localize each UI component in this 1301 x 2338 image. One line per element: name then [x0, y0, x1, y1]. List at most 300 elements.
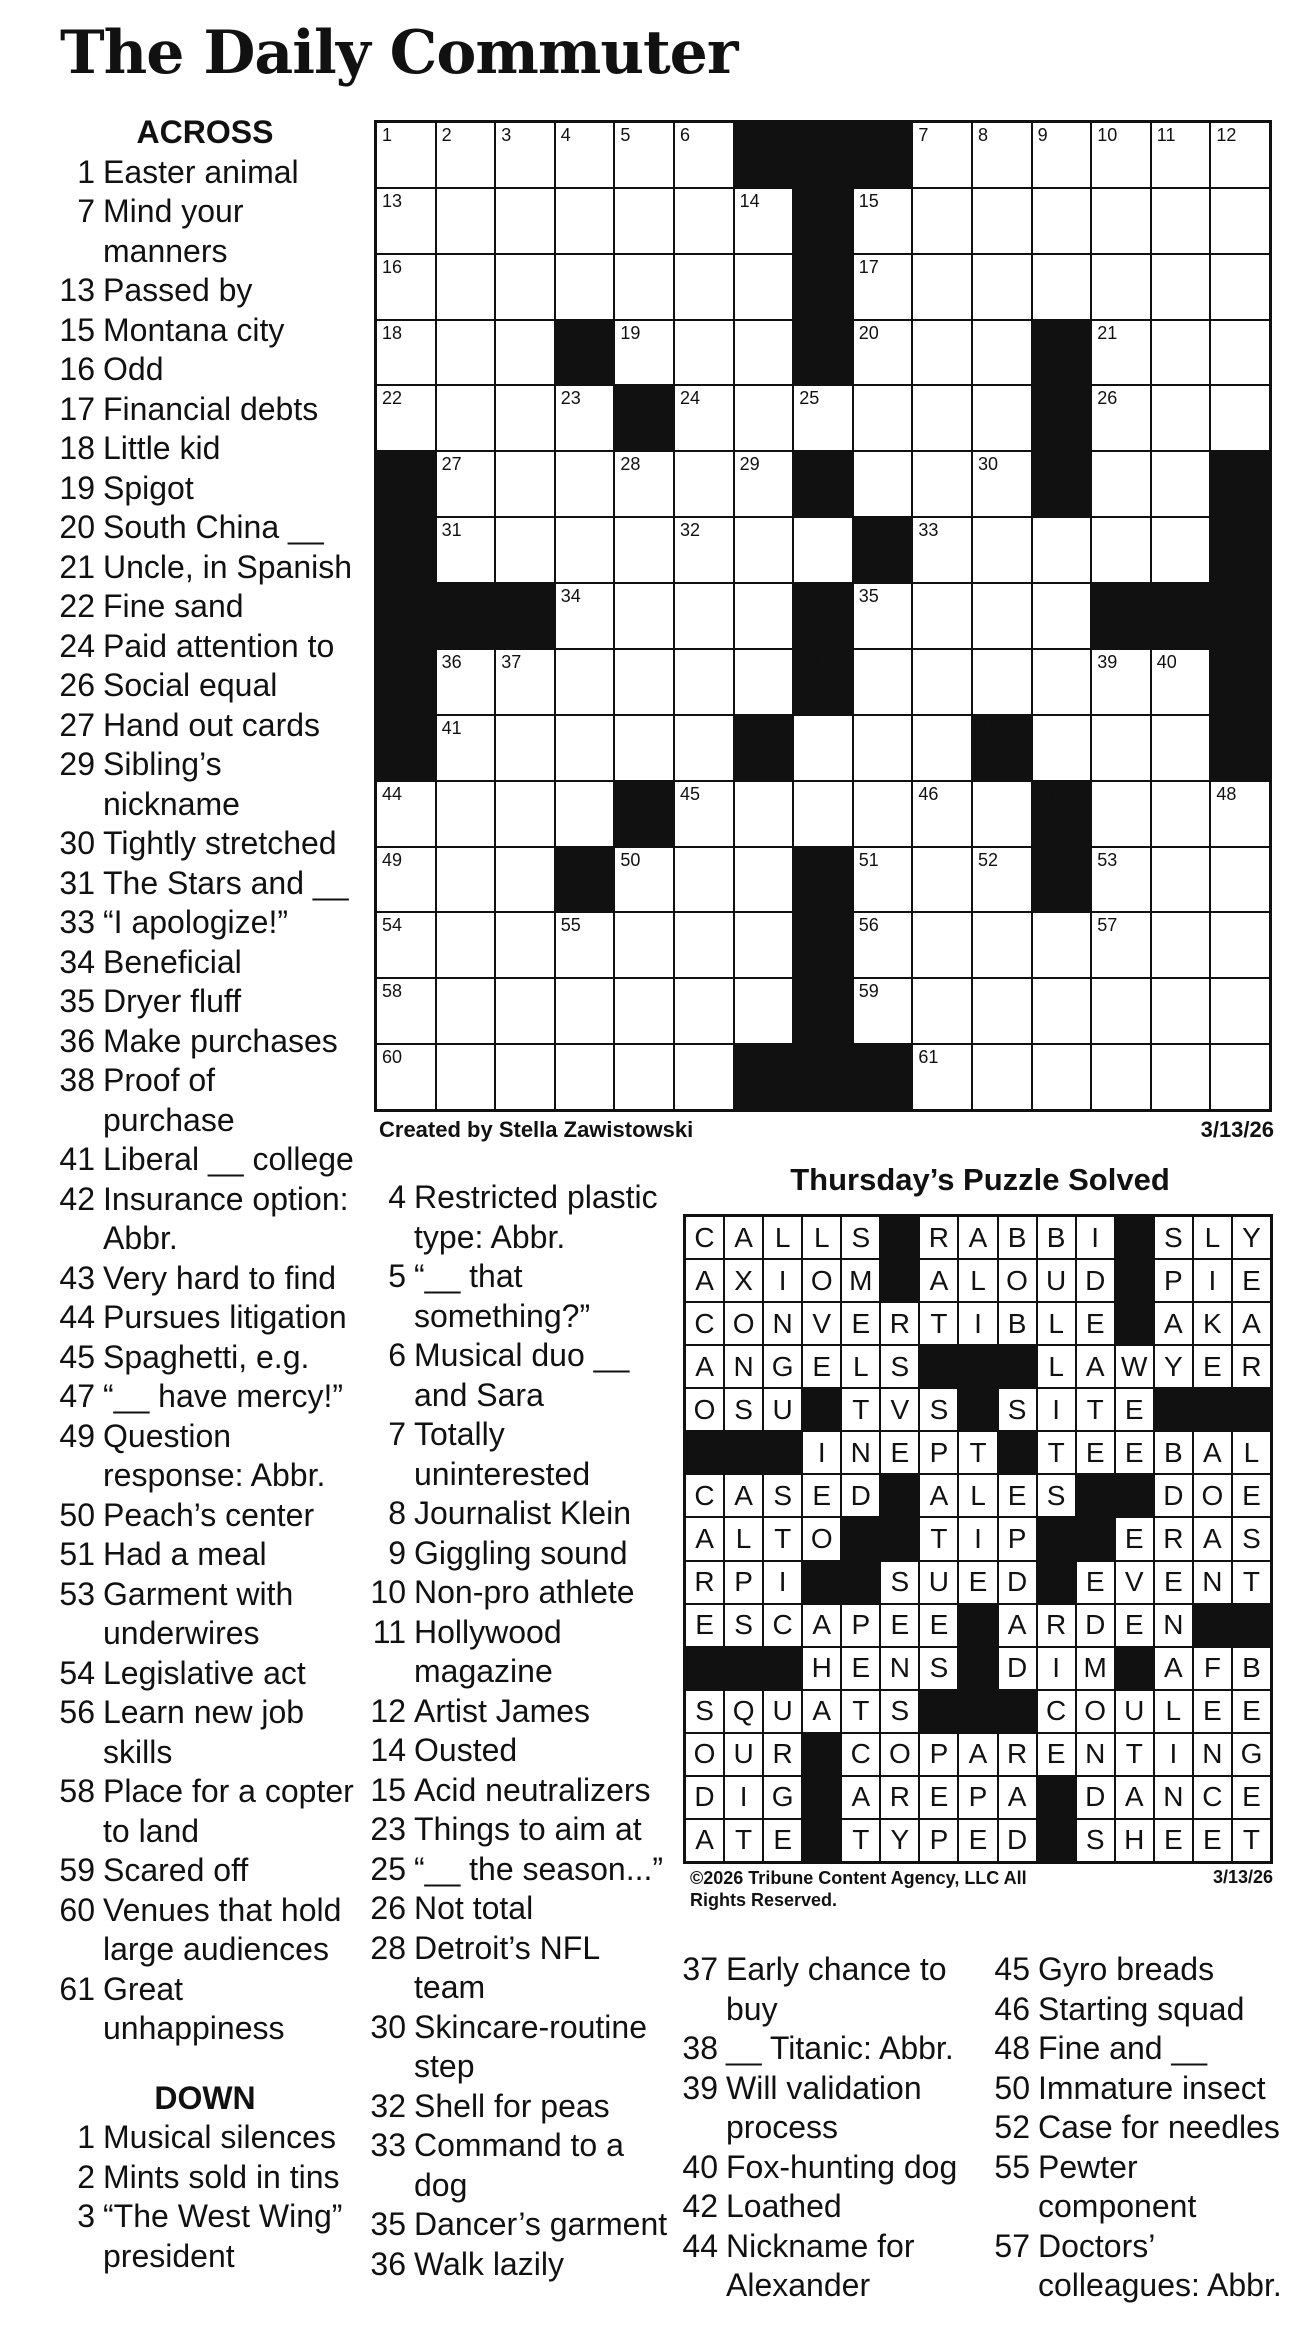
grid-cell[interactable]: [496, 782, 554, 846]
grid-cell[interactable]: [1152, 255, 1210, 319]
grid-cell[interactable]: [854, 189, 912, 253]
clue-down_col3-39[interactable]: [678, 2069, 978, 2148]
clue-text: Peach’s center: [103, 1496, 315, 1533]
grid-cell[interactable]: [1152, 650, 1210, 714]
clue-down_col3-38[interactable]: [678, 2029, 978, 2069]
grid-cell[interactable]: [496, 321, 554, 385]
grid-cell[interactable]: [1211, 321, 1269, 385]
grid-cell[interactable]: [1211, 386, 1269, 450]
clue-across-38[interactable]: [55, 1061, 355, 1140]
grid-cell[interactable]: [854, 386, 912, 450]
clue-across-31[interactable]: [55, 864, 355, 904]
grid-cell[interactable]: [913, 979, 971, 1043]
grid-cell[interactable]: [377, 782, 435, 846]
clue-across-16[interactable]: [55, 350, 355, 390]
clue-down_col2-4[interactable]: [366, 1178, 671, 1257]
grid-cell[interactable]: [377, 848, 435, 912]
clue-down_col2-10[interactable]: [366, 1573, 671, 1613]
grid-cell[interactable]: [615, 584, 673, 648]
grid-cell[interactable]: [854, 848, 912, 912]
grid-cell[interactable]: [973, 979, 1031, 1043]
solved-letter: L: [1155, 1691, 1192, 1732]
clue-across-18[interactable]: [55, 429, 355, 469]
grid-cell[interactable]: [615, 255, 673, 319]
clue-down_col4-52[interactable]: [990, 2108, 1290, 2148]
grid-cell[interactable]: [973, 782, 1031, 846]
grid-cell[interactable]: [854, 255, 912, 319]
grid-cell[interactable]: [675, 189, 733, 253]
grid-cell[interactable]: [556, 189, 614, 253]
grid-cell[interactable]: [1033, 716, 1091, 780]
grid-cell[interactable]: [556, 386, 614, 450]
grid-cell[interactable]: [496, 650, 554, 714]
grid-cell[interactable]: [1033, 518, 1091, 582]
clue-number: 50: [994, 2069, 1030, 2106]
grid-cell[interactable]: [1033, 189, 1091, 253]
clue-down_col4-50[interactable]: [990, 2069, 1290, 2109]
clue-across-17[interactable]: [55, 390, 355, 430]
clue-down_col2-30[interactable]: [366, 2008, 671, 2087]
clue-down_col4-48[interactable]: [990, 2029, 1290, 2069]
grid-cell[interactable]: [1092, 518, 1150, 582]
grid-cell[interactable]: [1152, 386, 1210, 450]
clue-across-53[interactable]: [55, 1575, 355, 1654]
clue-down_col2-14[interactable]: [366, 1731, 671, 1771]
grid-cell[interactable]: [913, 782, 971, 846]
grid-cell[interactable]: [913, 848, 971, 912]
clue-down_col2-32[interactable]: [366, 2087, 671, 2127]
clue-across-30[interactable]: [55, 824, 355, 864]
grid-cell[interactable]: [735, 979, 793, 1043]
cell-number: 50: [620, 849, 641, 870]
grid-cell[interactable]: [913, 650, 971, 714]
clue-across-41[interactable]: [55, 1140, 355, 1180]
grid-cell[interactable]: [1092, 979, 1150, 1043]
grid-cell[interactable]: [675, 584, 733, 648]
clue-down_col3-37[interactable]: [678, 1950, 978, 2029]
clue-across-19[interactable]: [55, 469, 355, 509]
clue-across-33[interactable]: [55, 903, 355, 943]
grid-cell[interactable]: [913, 255, 971, 319]
clue-across-47[interactable]: [55, 1377, 355, 1417]
grid-cell[interactable]: [496, 255, 554, 319]
grid-cell[interactable]: [854, 716, 912, 780]
clue-number: 45: [994, 1951, 1030, 1987]
clue-down_col2-36[interactable]: [366, 2245, 671, 2285]
grid-cell[interactable]: [675, 518, 733, 582]
grid-cell[interactable]: [735, 518, 793, 582]
cell-number: 6: [679, 125, 690, 145]
clue-across-56[interactable]: [55, 1693, 355, 1772]
clue-number: 38: [682, 2030, 718, 2066]
grid-cell[interactable]: [615, 1045, 673, 1109]
clue-down_col2-28[interactable]: [366, 1929, 671, 2008]
crossword-grid[interactable]: [374, 120, 1272, 1112]
grid-cell[interactable]: [1152, 848, 1210, 912]
grid-cell[interactable]: [437, 189, 495, 253]
grid-cell[interactable]: [556, 716, 614, 780]
clue-down_col2-33[interactable]: [366, 2126, 671, 2205]
grid-cell[interactable]: [675, 255, 733, 319]
grid-cell[interactable]: [675, 979, 733, 1043]
grid-cell[interactable]: [437, 782, 495, 846]
grid-cell[interactable]: [913, 321, 971, 385]
grid-cell[interactable]: [1092, 452, 1150, 516]
grid-cell[interactable]: [437, 518, 495, 582]
grid-cell[interactable]: [1033, 255, 1091, 319]
grid-cell[interactable]: [377, 1045, 435, 1109]
grid-cell[interactable]: [973, 255, 1031, 319]
grid-cell[interactable]: [1092, 123, 1150, 187]
grid-cell[interactable]: [377, 979, 435, 1043]
solved-letter: K: [1194, 1303, 1231, 1344]
grid-cell[interactable]: [973, 848, 1031, 912]
grid-cell[interactable]: [973, 518, 1031, 582]
grid-cell[interactable]: [556, 255, 614, 319]
grid-cell[interactable]: [496, 452, 554, 516]
grid-cell[interactable]: [615, 716, 673, 780]
grid-cell[interactable]: [735, 321, 793, 385]
cell-number: 54: [382, 915, 403, 936]
grid-cell[interactable]: [854, 913, 912, 977]
grid-cell[interactable]: [556, 782, 614, 846]
grid-cell[interactable]: [735, 848, 793, 912]
grid-cell[interactable]: [1152, 1045, 1210, 1109]
clue-down_col1-3[interactable]: [55, 2197, 355, 2276]
grid-cell[interactable]: [973, 386, 1031, 450]
solved-black-square: [1038, 1518, 1075, 1559]
grid-cell[interactable]: [615, 189, 673, 253]
grid-cell[interactable]: [496, 1045, 554, 1109]
grid-cell[interactable]: [854, 979, 912, 1043]
grid-cell[interactable]: [1092, 189, 1150, 253]
down-clue-list-part-3: [678, 1950, 978, 2306]
grid-cell[interactable]: [1211, 255, 1269, 319]
clue-number: 53: [59, 1575, 95, 1612]
grid-cell[interactable]: [735, 782, 793, 846]
clue-text: “__ that something?”: [414, 1258, 591, 1334]
grid-cell[interactable]: [973, 321, 1031, 385]
solved-black-square: [1038, 1777, 1075, 1818]
clue-number: 4: [388, 1179, 406, 1215]
grid-cell[interactable]: [735, 189, 793, 253]
clue-across-21[interactable]: [55, 548, 355, 588]
clue-down_col2-15[interactable]: [366, 1771, 671, 1811]
grid-cell[interactable]: [437, 321, 495, 385]
grid-cell[interactable]: [615, 979, 673, 1043]
grid-cell[interactable]: [1211, 782, 1269, 846]
grid-cell[interactable]: [913, 1045, 971, 1109]
clue-across-34[interactable]: [55, 943, 355, 983]
black-square: [1033, 782, 1091, 846]
grid-cell[interactable]: [973, 650, 1031, 714]
clue-across-42[interactable]: [55, 1180, 355, 1259]
grid-cell[interactable]: [1211, 913, 1269, 977]
grid-cell[interactable]: [913, 584, 971, 648]
clue-down_col4-45[interactable]: [990, 1950, 1290, 1990]
grid-cell[interactable]: [735, 650, 793, 714]
grid-cell[interactable]: [1033, 584, 1091, 648]
grid-cell[interactable]: [437, 1045, 495, 1109]
clue-across-7[interactable]: [55, 192, 355, 271]
clue-text: Beneficial: [103, 943, 242, 980]
grid-cell[interactable]: [377, 255, 435, 319]
clue-down_col1-2[interactable]: [55, 2158, 355, 2198]
grid-cell[interactable]: [1092, 650, 1150, 714]
solved-letter: T: [725, 1820, 762, 1861]
grid-cell[interactable]: [854, 584, 912, 648]
grid-cell[interactable]: [735, 584, 793, 648]
clue-across-51[interactable]: [55, 1535, 355, 1575]
grid-cell[interactable]: [1211, 979, 1269, 1043]
grid-cell[interactable]: [556, 584, 614, 648]
grid-cell[interactable]: [735, 452, 793, 516]
clue-down_col2-25[interactable]: [366, 1850, 671, 1890]
grid-cell[interactable]: [854, 782, 912, 846]
grid-cell[interactable]: [854, 452, 912, 516]
grid-cell[interactable]: [913, 189, 971, 253]
clue-across-26[interactable]: [55, 666, 355, 706]
grid-cell[interactable]: [437, 716, 495, 780]
grid-cell[interactable]: [615, 650, 673, 714]
grid-cell[interactable]: [1152, 782, 1210, 846]
clue-down_col3-42[interactable]: [678, 2187, 978, 2227]
clue-across-50[interactable]: [55, 1496, 355, 1536]
grid-cell[interactable]: [1033, 123, 1091, 187]
grid-cell[interactable]: [675, 848, 733, 912]
grid-cell[interactable]: [1033, 1045, 1091, 1109]
grid-cell[interactable]: [794, 386, 852, 450]
clue-down_col2-35[interactable]: [366, 2205, 671, 2245]
grid-cell[interactable]: [913, 123, 971, 187]
grid-cell[interactable]: [794, 782, 852, 846]
grid-cell[interactable]: [496, 979, 554, 1043]
clue-across-22[interactable]: [55, 587, 355, 627]
clue-across-59[interactable]: [55, 1851, 355, 1891]
grid-cell[interactable]: [1211, 123, 1269, 187]
cell-number: 40: [1156, 651, 1177, 672]
solved-letter: A: [803, 1605, 840, 1646]
grid-cell[interactable]: [496, 386, 554, 450]
grid-cell[interactable]: [437, 452, 495, 516]
grid-cell[interactable]: [615, 452, 673, 516]
grid-cell[interactable]: [735, 386, 793, 450]
clue-down_col4-55[interactable]: [990, 2148, 1290, 2227]
grid-cell[interactable]: [675, 913, 733, 977]
grid-cell[interactable]: [556, 518, 614, 582]
grid-cell[interactable]: [794, 716, 852, 780]
clue-down_col2-26[interactable]: [366, 1889, 671, 1929]
grid-cell[interactable]: [913, 386, 971, 450]
grid-cell[interactable]: [615, 321, 673, 385]
clue-down_col3-40[interactable]: [678, 2148, 978, 2188]
clue-across-61[interactable]: [55, 1970, 355, 2049]
clue-down_col3-44[interactable]: [678, 2227, 978, 2306]
grid-cell[interactable]: [1092, 321, 1150, 385]
clue-across-43[interactable]: [55, 1259, 355, 1299]
clue-down_col1-1[interactable]: [55, 2118, 355, 2158]
grid-cell[interactable]: [437, 386, 495, 450]
clue-down_col2-12[interactable]: [366, 1692, 671, 1732]
clue-down_col2-11[interactable]: [366, 1613, 671, 1692]
grid-cell[interactable]: [675, 716, 733, 780]
grid-cell[interactable]: [1152, 716, 1210, 780]
puzzle-credit: Created by Stella Zawistowski: [379, 1117, 694, 1142]
grid-cell[interactable]: [437, 848, 495, 912]
grid-cell[interactable]: [1152, 321, 1210, 385]
grid-cell[interactable]: [1152, 189, 1210, 253]
grid-cell[interactable]: [675, 782, 733, 846]
clue-down_col2-5[interactable]: [366, 1257, 671, 1336]
grid-cell[interactable]: [496, 848, 554, 912]
cell-number: 28: [620, 454, 641, 475]
clue-across-27[interactable]: [55, 706, 355, 746]
grid-cell[interactable]: [735, 913, 793, 977]
clue-across-35[interactable]: [55, 982, 355, 1022]
clue-number: 47: [59, 1378, 95, 1414]
grid-cell[interactable]: [377, 123, 435, 187]
clue-across-54[interactable]: [55, 1654, 355, 1694]
grid-cell[interactable]: [1092, 716, 1150, 780]
clue-down_col4-57[interactable]: [990, 2227, 1290, 2306]
grid-cell[interactable]: [1092, 255, 1150, 319]
grid-cell[interactable]: [556, 1045, 614, 1109]
black-square: [735, 123, 793, 187]
cell-number: 18: [382, 322, 403, 343]
puzzle-date: 3/13/26: [1200, 1117, 1274, 1142]
grid-cell[interactable]: [1033, 979, 1091, 1043]
clue-down_col2-9[interactable]: [366, 1534, 671, 1574]
grid-cell[interactable]: [1092, 782, 1150, 846]
clue-across-36[interactable]: [55, 1022, 355, 1062]
grid-cell[interactable]: [973, 189, 1031, 253]
grid-cell[interactable]: [1211, 189, 1269, 253]
grid-cell[interactable]: [615, 518, 673, 582]
grid-cell[interactable]: [437, 979, 495, 1043]
clue-down_col4-46[interactable]: [990, 1990, 1290, 2030]
grid-cell[interactable]: [973, 123, 1031, 187]
masthead-title: The Daily Commuter: [60, 18, 738, 88]
grid-cell[interactable]: [615, 123, 673, 187]
solved-letter: O: [725, 1303, 762, 1344]
clue-text: Paid attention to: [103, 627, 335, 664]
grid-cell[interactable]: [973, 913, 1031, 977]
clue-across-29[interactable]: [55, 745, 355, 824]
grid-cell[interactable]: [1092, 1045, 1150, 1109]
grid-cell[interactable]: [556, 650, 614, 714]
clue-down_col2-23[interactable]: [366, 1810, 671, 1850]
clue-across-45[interactable]: [55, 1338, 355, 1378]
grid-cell[interactable]: [675, 386, 733, 450]
grid-cell[interactable]: [377, 321, 435, 385]
grid-cell[interactable]: [437, 123, 495, 187]
clue-across-49[interactable]: [55, 1417, 355, 1496]
grid-cell[interactable]: [913, 913, 971, 977]
grid-cell[interactable]: [735, 255, 793, 319]
grid-cell[interactable]: [377, 386, 435, 450]
solved-letter: R: [881, 1777, 918, 1818]
grid-cell[interactable]: [437, 913, 495, 977]
clue-across-60[interactable]: [55, 1891, 355, 1970]
clue-across-44[interactable]: [55, 1298, 355, 1338]
solved-letter: T: [842, 1691, 879, 1732]
grid-cell[interactable]: [1211, 1045, 1269, 1109]
solved-letter: T: [842, 1389, 879, 1430]
clue-down_col2-6[interactable]: [366, 1336, 671, 1415]
cell-number: 36: [441, 651, 462, 672]
grid-cell[interactable]: [1152, 452, 1210, 516]
clue-down_col2-7[interactable]: [366, 1415, 671, 1494]
grid-cell[interactable]: [1092, 848, 1150, 912]
cell-number: 20: [858, 322, 879, 343]
grid-cell[interactable]: [973, 452, 1031, 516]
grid-cell[interactable]: [854, 650, 912, 714]
grid-cell[interactable]: [496, 189, 554, 253]
grid-cell[interactable]: [556, 979, 614, 1043]
solved-black-square: [1233, 1605, 1270, 1646]
clue-across-20[interactable]: [55, 508, 355, 548]
grid-cell[interactable]: [913, 716, 971, 780]
grid-cell[interactable]: [794, 518, 852, 582]
grid-cell[interactable]: [496, 123, 554, 187]
clue-across-58[interactable]: [55, 1772, 355, 1851]
solved-black-square: [803, 1562, 840, 1603]
grid-cell[interactable]: [1211, 848, 1269, 912]
grid-cell[interactable]: [1152, 913, 1210, 977]
grid-cell[interactable]: [973, 584, 1031, 648]
grid-cell[interactable]: [377, 913, 435, 977]
grid-cell[interactable]: [675, 321, 733, 385]
clue-across-1[interactable]: [55, 153, 355, 193]
across-header: ACROSS: [136, 114, 274, 150]
grid-cell[interactable]: [675, 650, 733, 714]
grid-cell[interactable]: [556, 913, 614, 977]
grid-cell[interactable]: [913, 518, 971, 582]
grid-cell[interactable]: [437, 650, 495, 714]
grid-cell[interactable]: [675, 123, 733, 187]
grid-cell[interactable]: [675, 452, 733, 516]
grid-cell[interactable]: [496, 716, 554, 780]
grid-cell[interactable]: [973, 1045, 1031, 1109]
grid-cell[interactable]: [1152, 518, 1210, 582]
clue-across-13[interactable]: [55, 271, 355, 311]
solved-letter: Y: [1155, 1346, 1192, 1387]
grid-cell[interactable]: [496, 913, 554, 977]
grid-cell[interactable]: [496, 518, 554, 582]
grid-cell[interactable]: [556, 452, 614, 516]
grid-cell[interactable]: [854, 321, 912, 385]
clue-across-15[interactable]: [55, 311, 355, 351]
cell-number: 32: [679, 520, 701, 541]
grid-cell[interactable]: [437, 255, 495, 319]
grid-cell[interactable]: [1092, 386, 1150, 450]
grid-cell[interactable]: [1152, 123, 1210, 187]
grid-cell[interactable]: [1033, 650, 1091, 714]
grid-cell[interactable]: [675, 1045, 733, 1109]
grid-cell[interactable]: [556, 123, 614, 187]
grid-cell[interactable]: [1033, 913, 1091, 977]
grid-cell[interactable]: [1092, 913, 1150, 977]
clue-across-24[interactable]: [55, 627, 355, 667]
clue-number: 32: [370, 2087, 406, 2124]
grid-cell[interactable]: [615, 848, 673, 912]
clue-down_col2-8[interactable]: [366, 1494, 671, 1534]
grid-cell[interactable]: [615, 913, 673, 977]
solved-letter: S: [725, 1605, 762, 1646]
grid-cell[interactable]: [913, 452, 971, 516]
grid-cell[interactable]: [1152, 979, 1210, 1043]
grid-cell[interactable]: [377, 189, 435, 253]
